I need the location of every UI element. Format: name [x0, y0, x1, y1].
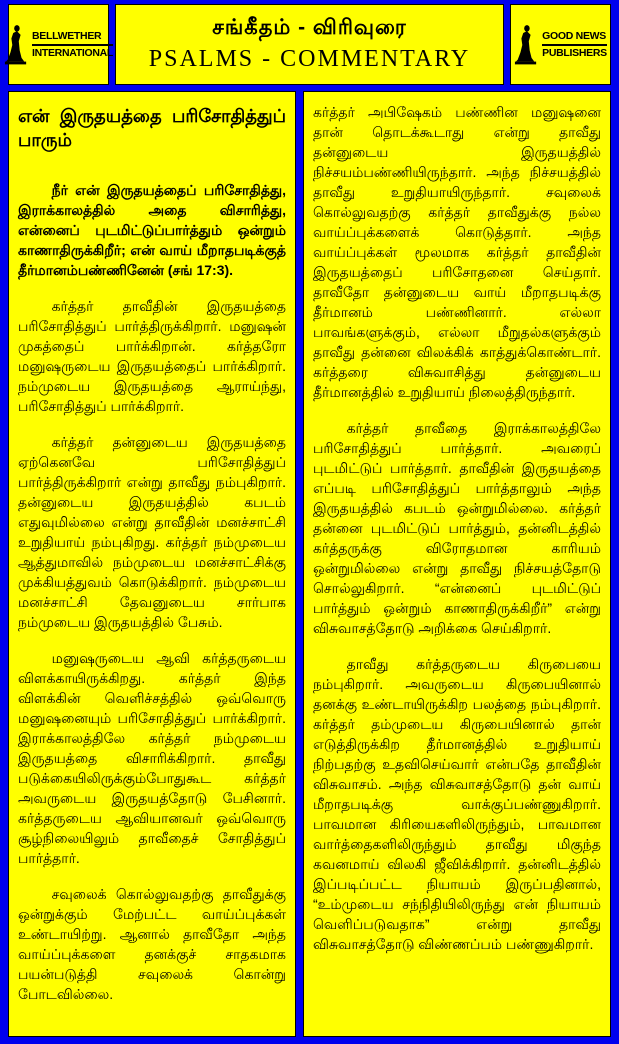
left-column — [8, 91, 296, 1037]
article-body — [8, 91, 611, 1037]
verse-paragraph: நீர் என் இருதயத்தைப் பரிசோதித்து, இராக்காலத்தில் அதை விசாரித்து, என்னைப் புடமிட்டுப்பார்த்தும் ஒன்றும் காணாதிருக்கிறீர்; என் வாய் மீறாதபடிக்குத் தீர்மானம்பண்ணினேன் (சங் 17:3). — [18, 182, 286, 278]
title-tamil: சங்கீதம் - விரிவுரை — [212, 16, 407, 39]
statue-figure-icon — [4, 23, 28, 67]
logo-text — [542, 30, 607, 58]
page-header — [8, 4, 611, 85]
bellwether-international-logo — [8, 4, 114, 85]
paragraph: கர்த்தர் அபிஷேகம் பண்ணின மனுஷனை தான் தொடக்கூடாது என்று தாவீது தன்னுடைய இருதயத்தில் நிச்சயம்பண்ணியிருந்தார். அந்த நிச்சயத்தில் தாவீது உறுதியாயிருந்தார். சவுலைக் கொல்லுவதற்கு கர்த்தர் தாவீதுக்கு நல்ல வாய்ப்புக்களைக் கொடுத்தார். அந்த வாய்ப்புக்கள் மூலமாக கர்த்தர் தாவீதின் இருதயத்தைப் பரிசோதனை செய்தார். தாவீதோ தன்னுடைய வாய் மீறாதபடிக்கு தீர்மானம் பண்ணினார். எல்லா பாவங்களுக்கும், எல்லா மீறுதல்களுக்கும் தாவீது தன்னை விலக்கிக் காத்துக்கொண்டார். கர்த்தரை விசுவாசித்து தன்னுடைய தீர்மானத்தில் உறுதியாய் நிலைத்திருந்தார். — [313, 104, 601, 400]
left-paragraph-list — [18, 296, 286, 1004]
good-news-publishers-logo — [510, 4, 611, 85]
paragraph: மனுஷருடைய ஆவி கர்த்தருடைய விளக்காயிருக்கிறது. கர்த்தர் இந்த விளக்கின் வெளிச்சத்தில் ஒவ்வொரு மனுஷனையும் பரிசோதித்துப் பார்க்கிறார். இராக்காலத்திலே கர்த்தர் நம்முடைய இருதயத்தை விசாரிக்கிறார். தாவீது படுக்கையிலிருக்கும்போதுகூட கர்த்தர் அவருடைய இருதயத்தோடு பேசினார். கர்த்தருடைய ஆவியானவர் ஒவ்வொரு சூழ்நிலையிலும் தாவீதைச் சோதித்துப் பார்த்தார். — [18, 650, 286, 866]
title-box — [115, 4, 504, 85]
logo-line1: BELLWETHER — [32, 30, 113, 45]
logo-line2: INTERNATIONAL — [31, 46, 114, 59]
article-heading: என் இருதயத்தை பரிசோதித்துப் பாரும் — [18, 106, 286, 150]
logo-text — [32, 30, 113, 58]
logo-line1: GOOD NEWS — [542, 30, 607, 45]
statue-figure-icon — [514, 23, 538, 67]
title-english: PSALMS - COMMENTARY — [148, 46, 471, 72]
paragraph: தாவீது கர்த்தருடைய கிருபையை நம்புகிறார். அவருடைய கிருபையினால் தனக்கு உண்டாயிருக்கிற பலத்தை நம்புகிறார். கர்த்தர் தம்முடைய கிருபையினால் தான் எடுத்திருக்கிற தீர்மானத்தில் உறுதியாய் நிற்பதற்கு உதவிசெய்வார் என்பதே தாவீதின் விசுவாசம். அந்த விசுவாசத்தோடு தன் வாய் மீறாதபடிக்கு வாக்குப்பண்ணுகிறார். பாவமான கிரியைகளிலிருந்தும், பாவமான வார்த்தைகளிலிருந்தும் தாவீது மிகுந்த கவனமாய் விலகி ஜீவிக்கிறார். தன்னிடத்தில் இப்படிப்பட்ட நியாயம் இருப்பதினால், “உம்முடைய சந்நிதியிலிருந்து என் நியாயம் வெளிப்படுவதாக” என்று தாவீது விசுவாசத்தோடு விண்ணப்பம் பண்ணுகிறார். — [313, 656, 601, 952]
paragraph: கர்த்தர் தாவீதின் இருதயத்தை பரிசோதித்துப் பார்த்திருக்கிறார். மனுஷன் முகத்தைப் பார்க்கிறான். கர்த்தரோ மனுஷருடைய இருதயத்தைப் பார்க்கிறார். நம்முடைய இருதயத்தை ஆராய்ந்து, பரிசோதித்துப் பார்க்கிறார். — [18, 298, 286, 414]
right-paragraph-list — [313, 102, 601, 954]
right-column — [303, 91, 611, 1037]
paragraph: கர்த்தர் தாவீதை இராக்காலத்திலே பரிசோதித்துப் பார்த்தார். அவரைப் புடமிட்டுப் பார்த்தார். தாவீதின் இருதயத்தை எப்படி பரிசோதித்துப் பார்த்தாலும் அந்த இருதயத்தில் கபடம் ஒன்றுமில்லை. கர்த்தர் தன்னை புடமிட்டுப் பார்த்தும், தன்னிடத்தில் கர்த்தருக்கு விரோதமான காரியம் ஒன்றுமில்லை என்று தாவீது நிச்சயத்தோடு சொல்லுகிறார். “என்னைப் புடமிட்டுப் பார்த்தும் ஒன்றும் காணாதிருக்கிறீர்” என்று விசுவாசத்தோடு அறிக்கை செய்கிறார். — [313, 420, 601, 636]
paragraph: கர்த்தர் தன்னுடைய இருதயத்தை ஏற்கெனவே பரிசோதித்துப் பார்த்திருக்கிறார் என்று தாவீது நம்புகிறார். தன்னுடைய இருதயத்தில் கபடம் எதுவுமில்லை என்று தாவீதின் மனச்சாட்சி உறுதியாய் நம்புகிறது. கர்த்தர் நம்முடைய ஆத்துமாவில் நம்முடைய மனச்சாட்சிக்கு முக்கியத்துவம் கொடுக்கிறார். நம்முடைய மனச்சாட்சி தேவனுடைய சார்பாக நம்முடைய இருதயத்தில் பேசும். — [18, 434, 286, 630]
paragraph: சவுலைக் கொல்லுவதற்கு தாவீதுக்கு ஒன்றுக்கும் மேற்பட்ட வாய்ப்புக்கள் உண்டாயிற்று. ஆனால் தாவீதோ அந்த வாய்ப்புக்களை தனக்குச் சாதகமாக பயன்படுத்தி சவுலைக் கொன்று போடவில்லை. — [18, 886, 286, 1002]
logo-line2: PUBLISHERS — [542, 46, 607, 59]
